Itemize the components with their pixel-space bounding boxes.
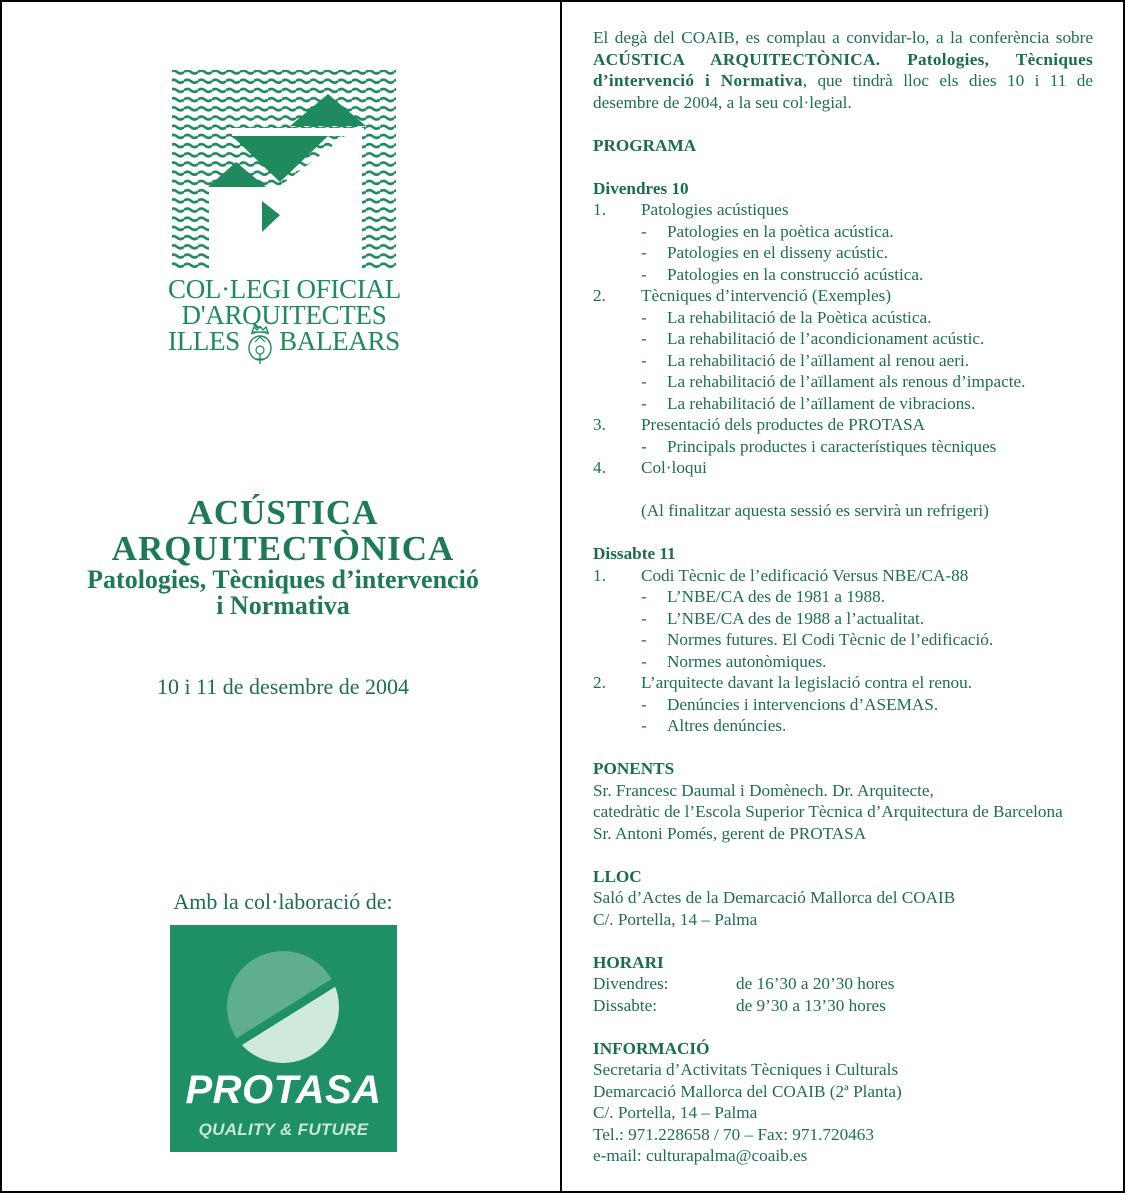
program-item-number: 3. — [593, 415, 606, 434]
collaboration-label: Amb la col·laboració de: — [173, 889, 393, 914]
horari-day: Divendres: — [593, 974, 669, 993]
program-subitem-label: Patologies en la construcció acústica. — [667, 264, 924, 284]
program-subitem — [593, 221, 1093, 243]
program-item-number: 1. — [593, 565, 606, 585]
title-line-2: ARQUITECTÒNICA — [111, 529, 455, 568]
protasa-split-circle-icon — [170, 925, 397, 1152]
program-item-label: L’arquitecte davant la legislació contra el renou. — [641, 673, 973, 692]
coaib-logo-text — [168, 276, 400, 366]
left-panel — [2, 2, 560, 1191]
logo-line-3-right: BALEARS — [279, 326, 400, 356]
program-subitem — [593, 328, 1093, 350]
day2-heading: Dissabte 11 — [593, 544, 676, 563]
subtitle-line-1: Patologies, Tècniques d’intervenció — [87, 565, 479, 594]
program-subitem — [593, 651, 1093, 673]
dash-bullet-icon: - — [641, 307, 647, 327]
dash-bullet-icon: - — [641, 587, 647, 606]
program-subitem — [593, 264, 1093, 286]
program-subitem-label: La rehabilitació de la Poètica acústica. — [667, 307, 932, 327]
program-subitem-label: Denúncies i intervencions d’ASEMAS. — [667, 694, 939, 714]
dash-bullet-icon: - — [641, 436, 647, 456]
horari-time: de 9’30 a 13’30 hores — [736, 995, 886, 1015]
horari-time: de 16’30 a 20’30 hores — [736, 974, 895, 993]
ponent-line: catedràtic de l’Escola Superior Tècnica d’Arquitectura de Barcelona — [593, 802, 1063, 821]
program-subitem-label: La rehabilitació de l’aïllament de vibracions. — [667, 393, 976, 413]
programa-heading: PROGRAMA — [593, 135, 697, 155]
crest-icon — [245, 326, 275, 366]
intro-after: , que tindrà lloc els dies 10 i 11 de desembre de 2004, a la seu col·legial. — [593, 71, 1093, 112]
program-subitem — [593, 350, 1093, 372]
program-subitem-label: Normes futures. El Codi Tècnic de l’edificació. — [667, 630, 994, 649]
lloc-heading: LLOC — [593, 866, 642, 886]
program-subitem-label: La rehabilitació de l’aïllament al renou aeri. — [667, 350, 970, 370]
day1-list — [593, 199, 1093, 479]
informacio-heading: INFORMACIÓ — [593, 1038, 710, 1058]
dash-bullet-icon: - — [641, 694, 647, 714]
dash-bullet-icon: - — [641, 264, 647, 284]
horari-row — [593, 995, 1093, 1017]
ponent-line: Sr. Antoni Pomés, gerent de PROTASA — [593, 823, 867, 843]
program-item — [593, 285, 1093, 307]
program-item-number: 2. — [593, 673, 606, 692]
program-subitem-label: Normes autonòmiques. — [667, 651, 827, 671]
logo-line-3-left: ILLES — [168, 326, 240, 356]
event-title — [2, 495, 564, 619]
program-subitem — [593, 307, 1093, 329]
info-email-link[interactable]: e-mail: culturapalma@coaib.es — [593, 1146, 808, 1165]
dash-bullet-icon: - — [641, 608, 647, 628]
dash-bullet-icon: - — [641, 221, 647, 241]
program-subitem — [593, 586, 1093, 608]
sponsor-name: PROTASA — [185, 1068, 382, 1112]
dash-bullet-icon: - — [641, 651, 647, 671]
protasa-logo — [170, 925, 397, 1152]
info-line: C/. Portella, 14 – Palma — [593, 1103, 758, 1122]
logo-line-3 — [168, 328, 400, 366]
invitation-text — [593, 27, 1093, 113]
program-subitem-label: Altres denúncies. — [667, 716, 787, 735]
program-subitem — [593, 436, 1093, 458]
logo-line-2: D'ARQUITECTES — [181, 300, 387, 330]
program-subitem — [593, 715, 1093, 737]
program-subitem — [593, 694, 1093, 716]
program-subitem — [593, 629, 1093, 651]
program-subitem-label: L’NBE/CA des de 1981 a 1988. — [667, 587, 886, 606]
info-phone: Tel.: 971.228658 / 70 – Fax: 971.720463 — [593, 1124, 874, 1144]
subtitle-line-2: i Normativa — [216, 591, 350, 620]
day1-heading: Divendres 10 — [593, 178, 689, 198]
ponent-line: Sr. Francesc Daumal i Domènech. Dr. Arquitecte, — [593, 780, 934, 800]
coaib-logo-icon — [170, 68, 398, 273]
program-item — [593, 565, 1093, 587]
dash-bullet-icon: - — [641, 630, 647, 649]
program-subitem — [593, 242, 1093, 264]
horari-row — [593, 973, 1093, 995]
dash-bullet-icon: - — [641, 372, 647, 391]
horari-day: Dissabte: — [593, 995, 657, 1015]
program-subitem-label: Patologies en el disseny acústic. — [667, 243, 889, 262]
dash-bullet-icon: - — [641, 350, 647, 370]
program-item — [593, 199, 1093, 221]
dash-bullet-icon: - — [641, 243, 647, 262]
program-item — [593, 672, 1093, 694]
program-subitem — [593, 608, 1093, 630]
right-panel — [593, 27, 1093, 1167]
program-subitem-label: Patologies en la poètica acústica. — [667, 221, 894, 241]
day2-list — [593, 565, 1093, 737]
program-item-number: 4. — [593, 458, 606, 477]
program-item — [593, 414, 1093, 436]
title-line-1: ACÚSTICA — [187, 493, 379, 532]
ponents-heading: PONENTS — [593, 759, 675, 778]
program-item-number: 2. — [593, 286, 606, 305]
info-line: Demarcació Mallorca del COAIB (2ª Planta) — [593, 1081, 902, 1101]
program-subitem-label: La rehabilitació de l’aïllament als renous d’impacte. — [667, 372, 1026, 391]
program-item — [593, 457, 1093, 479]
dash-bullet-icon: - — [641, 716, 647, 735]
program-item-label: Codi Tècnic de l’edificació Versus NBE/CA-88 — [641, 565, 969, 585]
program-subitem — [593, 393, 1093, 415]
lloc-line: Saló d’Actes de la Demarcació Mallorca del COAIB — [593, 888, 956, 907]
program-subitem-label: Principals productes i característiques tècniques — [667, 436, 997, 456]
program-subitem-label: La rehabilitació de l’acondicionament acústic. — [667, 329, 985, 348]
program-item-label: Patologies acústiques — [641, 200, 789, 219]
program-item-label: Presentació dels productes de PROTASA — [641, 415, 926, 434]
horari-heading: HORARI — [593, 952, 664, 972]
dash-bullet-icon: - — [641, 393, 647, 413]
dash-bullet-icon: - — [641, 329, 647, 348]
intro-before: El degà del COAIB, es complau a convidar-lo, a la conferència sobre — [593, 28, 1093, 47]
program-item-label: Col·loqui — [641, 458, 707, 477]
lloc-line: C/. Portella, 14 – Palma — [593, 909, 758, 929]
sponsor-tagline: QUALITY & FUTURE — [198, 1120, 369, 1139]
logo-line-1: COL·LEGI OFICIAL — [168, 274, 401, 304]
intro-title: ACÚSTICA ARQUITECTÒNICA. Patologies, Tècniques d’intervenció i Normativa — [593, 49, 1093, 90]
program-subitem — [593, 371, 1093, 393]
program-subitem-label: L’NBE/CA des de 1988 a l’actualitat. — [667, 608, 925, 628]
event-date: 10 i 11 de desembre de 2004 — [156, 674, 410, 699]
program-item-label: Tècniques d’intervenció (Exemples) — [641, 286, 892, 305]
program-item-number: 1. — [593, 200, 606, 219]
info-line: Secretaria d’Activitats Tècniques i Culturals — [593, 1060, 899, 1079]
day1-note: (Al finalitzar aquesta sessió es servirà un refrigeri) — [641, 501, 989, 520]
